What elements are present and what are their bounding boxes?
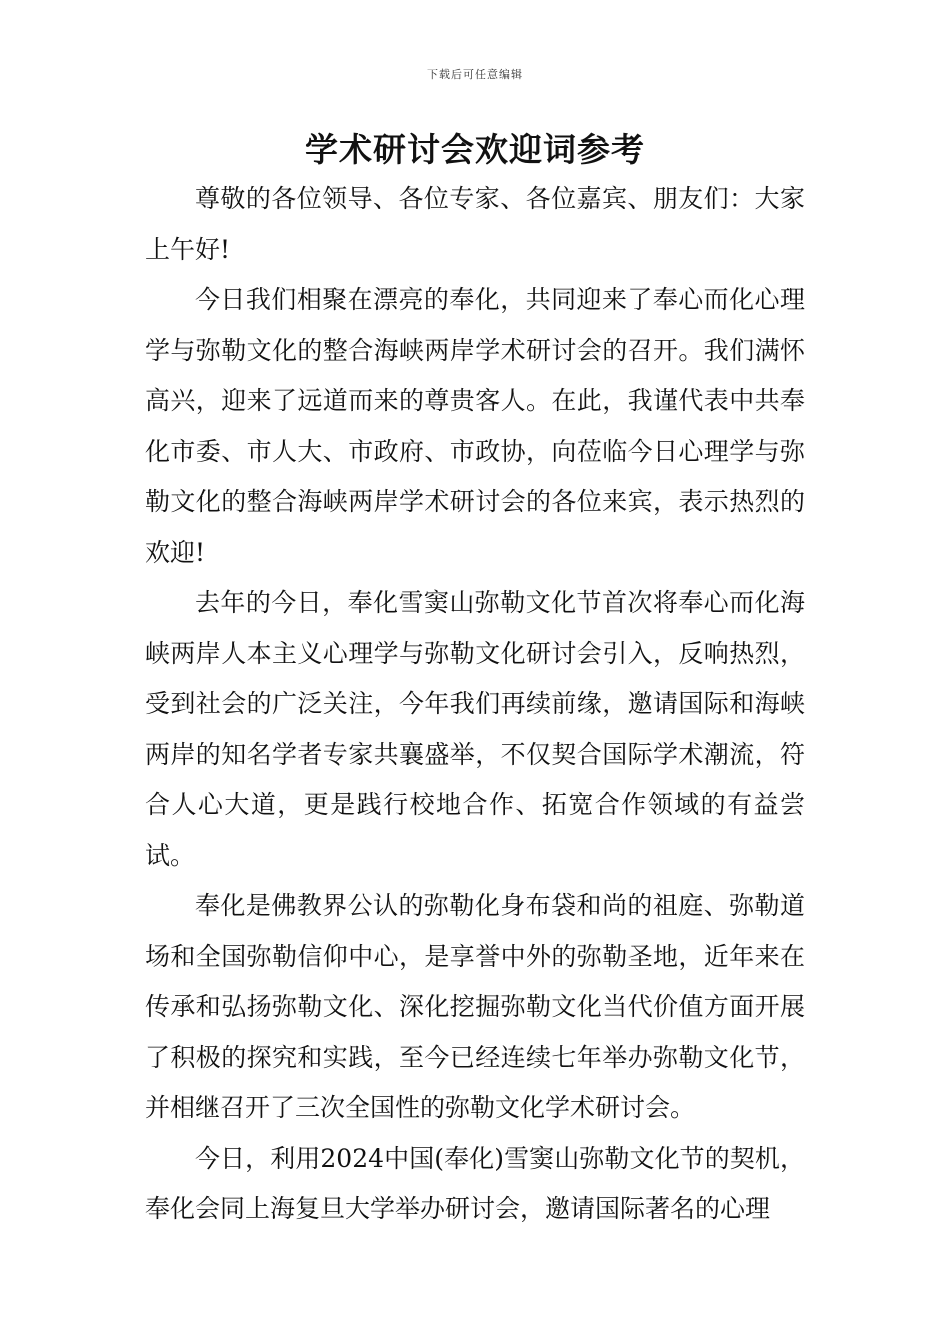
paragraph-last-year: 去年的今日，奉化雪窦山弥勒文化节首次将奉心而化海峡两岸人本主义心理学与弥勒文化研讨会引入，反响热烈，受到社会的广泛关注，今年我们再续前缘，邀请国际和海峡两岸的知名学者专家共襄盛举，不仅契合国际学术潮流，符合人心大道，更是践行校地合作、拓宽合作领域的有益尝试。 [145, 588, 805, 870]
paragraph-today: 今日，利用2024中国(奉化)雪窦山弥勒文化节的契机，奉化会同上海复旦大学举办研讨会，邀请国际著名的心理 [145, 1143, 805, 1223]
paragraph-greeting: 尊敬的各位领导、各位专家、各位嘉宾、朋友们：大家上午好! [145, 184, 805, 264]
page-header-note: 下载后可任意编辑 [427, 68, 523, 81]
document-title: 学术研讨会欢迎词参考 [305, 130, 645, 169]
paragraph-fenghua: 奉化是佛教界公认的弥勒化身布袋和尚的祖庭、弥勒道场和全国弥勒信仰中心，是享誉中外的弥勒圣地，近年来在传承和弘扬弥勒文化、深化挖掘弥勒文化当代价值方面开展了积极的探究和实践，至今已经连续七年举办弥勒文化节，并相继召开了三次全国性的弥勒文化学术研讨会。 [145, 891, 805, 1122]
paragraph-welcome: 今日我们相聚在漂亮的奉化，共同迎来了奉心而化心理学与弥勒文化的整合海峡两岸学术研讨会的召开。我们满怀高兴，迎来了远道而来的尊贵客人。在此，我谨代表中共奉化市委、市人大、市政府、市政协，向莅临今日心理学与弥勒文化的整合海峡两岸学术研讨会的各位来宾，表示热烈的欢迎! [145, 285, 805, 567]
document-body [145, 174, 805, 1235]
